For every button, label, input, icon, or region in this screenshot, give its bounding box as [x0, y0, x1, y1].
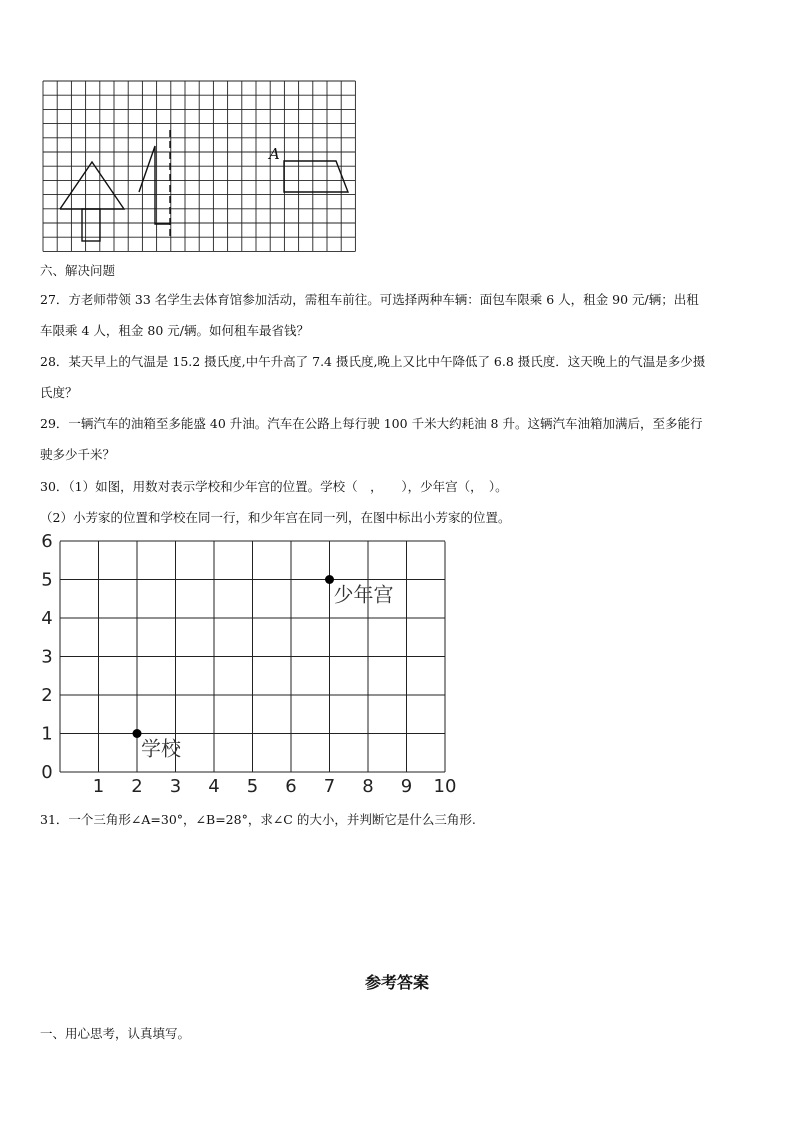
transformation-grid-figure	[40, 78, 368, 260]
y-tick-label: 4	[41, 608, 53, 629]
q28-line1: 28．某天早上的气温是 15.2 摄氏度,中午升高了 7.4 摄氏度,晚上又比中午降低了 6.8 摄氏度．这天晚上的气温是多少摄	[40, 354, 706, 369]
answers-section1: 一、用心思考，认真填写。	[40, 1026, 191, 1041]
x-tick-label: 10	[433, 776, 457, 797]
x-tick-labels	[93, 776, 457, 797]
q30-line1: 30．（1）如图，用数对表示学校和少年宫的位置。学校（ ， ），少年宫（， ）。	[40, 479, 508, 494]
x-tick-label: 3	[169, 776, 182, 797]
q31-line1: 31．一个三角形∠A=30°，∠B=28°，求∠C 的大小，并判断它是什么三角形.	[40, 812, 476, 827]
x-tick-label: 9	[400, 776, 413, 797]
x-tick-label: 1	[92, 776, 105, 797]
x-tick-label: 4	[208, 776, 220, 797]
coordinate-grid	[30, 532, 460, 800]
x-tick-label: 7	[323, 776, 336, 797]
q29-line2: 驶多少千米？	[40, 447, 116, 462]
location-label: 少年宫	[333, 582, 394, 607]
tree-trunk	[82, 209, 100, 241]
y-tick-label: 3	[41, 646, 53, 668]
answers-title: 参考答案	[364, 973, 429, 992]
q30-line2: （2）小芳家的位置和学校在同一行，和少年宫在同一列，在图中标出小芳家的位置。	[40, 510, 511, 525]
half-shape	[139, 146, 170, 224]
section6-heading: 六、解决问题	[40, 263, 116, 278]
x-tick-label: 8	[362, 776, 374, 797]
q29-line1: 29．一辆汽车的油箱至多能盛 40 升油。汽车在公路上每行驶 100 千米大约耗油 8 升。这辆汽车油箱加满后，至多能行	[40, 416, 703, 431]
trapezoid-shape	[284, 161, 348, 192]
x-tick-label: 5	[246, 776, 259, 797]
q27-line2: 车限乘 4 人，租金 80 元/辆。如何租车最省钱？	[40, 323, 309, 338]
shapes	[60, 130, 348, 241]
x-tick-label: 6	[285, 776, 297, 797]
location-label: 学校	[141, 736, 181, 761]
y-tick-label: 6	[41, 532, 53, 552]
x-tick-label: 2	[131, 776, 143, 797]
location-points	[133, 575, 394, 761]
y-tick-label: 5	[41, 569, 53, 591]
coordinate-grid-lines	[60, 541, 445, 772]
q28-line2: 氏度？	[40, 385, 78, 400]
y-tick-label: 0	[41, 762, 53, 783]
y-tick-label: 1	[41, 723, 53, 745]
q27-line1: 27．方老师带领 33 名学生去体育馆参加活动，需租车前往。可选择两种车辆：面包车限乘 6 人，租金 90 元/辆；出租	[40, 292, 699, 307]
y-tick-label: 2	[41, 685, 53, 706]
y-tick-labels	[41, 532, 52, 783]
label-a: A	[269, 145, 280, 163]
